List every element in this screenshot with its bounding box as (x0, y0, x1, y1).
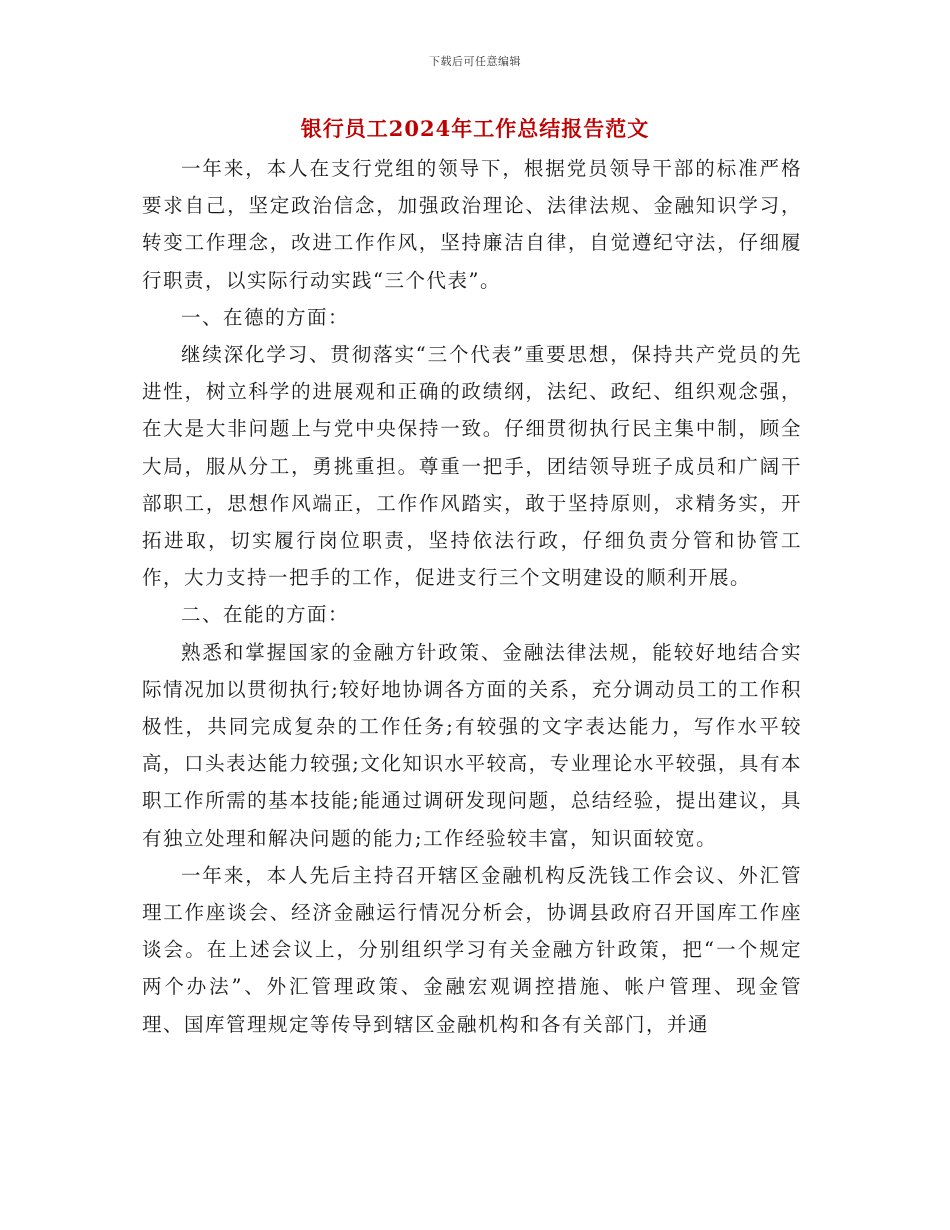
document-title: 银行员工2024年工作总结报告范文 (300, 116, 650, 141)
section-heading-ability: 二、在能的方面： (181, 603, 350, 627)
paragraph-ability: 熟悉和掌握国家的金融方针政策、金融法律法规，能较好地结合实际情况加以贯彻执行;较好地协调各方面的关系，充分调动员工的工作积极性，共同完成复杂的工作任务;有较强的文字表达能力，写作水平较高，口头表达能力较强;文化知识水平较高，专业理论水平较强，具有本职工作所需的基本技能;能通过调研发现问题，总结经验，提出建议，具有独立处理和解决问题的能力;工作经验较丰富，知识面较宽。 (142, 640, 802, 850)
paragraph-meetings: 一年来，本人先后主持召开辖区金融机构反洗钱工作会议、外汇管理工作座谈会、经济金融运行情况分析会，协调县政府召开国库工作座谈会。在上述会议上，分别组织学习有关金融方针政策，把“一个规定两个办法”、外汇管理政策、金融宏观调控措施、帐户管理、现金管理、国库管理规定等传导到辖区金融机构和各有关部门，并通 (142, 863, 802, 1036)
section-heading-morality: 一、在德的方面： (181, 305, 350, 329)
document-body (142, 150, 802, 1043)
paragraph-intro: 一年来，本人在支行党组的领导下，根据党员领导干部的标准严格要求自己，坚定政治信念，加强政治理论、法律法规、金融知识学习，转变工作理念，改进工作作风，坚持廉洁自律，自觉遵纪守法，仔细履行职责，以实际行动实践“三个代表”。 (142, 157, 802, 292)
paragraph-morality: 继续深化学习、贯彻落实“三个代表”重要思想，保持共产党员的先进性，树立科学的进展观和正确的政绩纲，法纪、政纪、组织观念强，在大是大非问题上与党中央保持一致。仔细贯彻执行民主集中制，顾全大局，服从分工，勇挑重担。尊重一把手，团结领导班子成员和广阔干部职工，思想作风端正，工作作风踏实，敢于坚持原则，求精务实，开拓进取，切实履行岗位职责，坚持依法行政，仔细负责分管和协管工作，大力支持一把手的工作，促进支行三个文明建设的顺利开展。 (142, 343, 802, 590)
header-note: 下载后可任意编辑 (429, 55, 521, 68)
